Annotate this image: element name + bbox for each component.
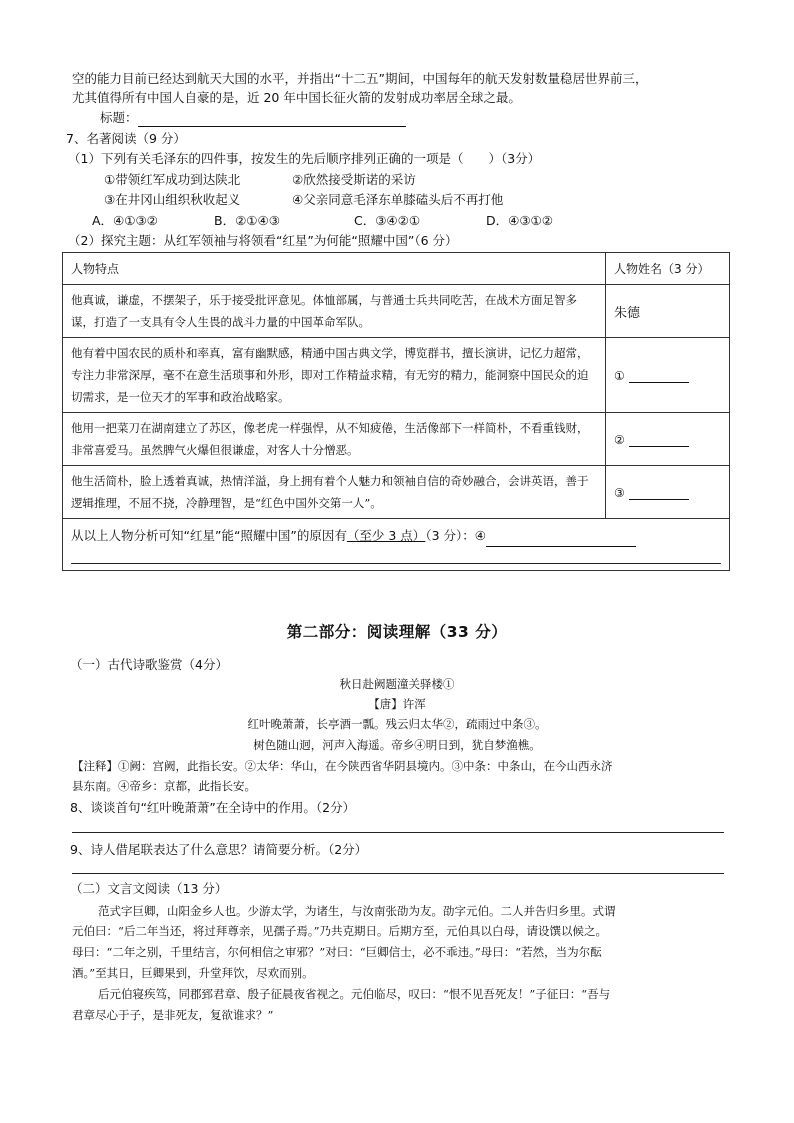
- table-row: [63, 413, 730, 466]
- section-poetry-heading: （一）古代诗歌鉴赏（4分）: [70, 657, 228, 672]
- character-table: [62, 252, 730, 571]
- poem-note-1: 【注释】①阙：宫阙，此指长安。②太华：华山，在今陕西省华阴县境内。③中条：中条山，在今山西永济: [72, 759, 613, 773]
- table-row: [63, 338, 730, 413]
- conclusion-pre: 从以上人物分析可知“红星”能“照耀中国”的原因有: [71, 528, 347, 543]
- q8-answer-line[interactable]: [72, 832, 724, 833]
- prose-line-4: 酒。”至其日，巨卿果到，升堂拜饮，尽欢而别。: [72, 966, 314, 980]
- q7-sub1: （1）下列有关毛泽东的四件事，按发生的先后顺序排列正确的一项是（ ）（3分）: [68, 151, 541, 166]
- prose-line-3: 母曰：“二年之别，千里结言，尔何相信之审邪？”对曰：“巨卿信士，必不乖违。”母曰：“若然，当为尔酝: [72, 945, 602, 959]
- prose-line-5: 后元伯寝疾笃，同郡郅君章、殷子征晨夜省视之。元伯临尽，叹曰：“恨不见吾死友！”子征曰：“吾与: [98, 987, 611, 1001]
- q7-item-1: ①带领红军成功到达陕北: [104, 172, 241, 187]
- answer-marker: ③: [614, 485, 625, 500]
- q7-item-3: ③在井冈山组织秋收起义: [104, 192, 241, 207]
- q7-item-2: ②欣然接受斯诺的采访: [292, 172, 416, 187]
- conclusion-blank-line[interactable]: [71, 549, 721, 564]
- poem-note-2: 县东南。④帝乡：京都，此指长安。: [72, 779, 256, 793]
- table-row: [63, 285, 730, 338]
- table-conclusion-row: [63, 519, 730, 571]
- trait-cell: 他用一把菜刀在湖南建立了苏区，像老虎一样强悍，从不知疲倦，生活像部下一样简朴，不看重钱财，非常喜爱马。虽然脾气火爆但很谦虚，对客人十分憎恶。: [63, 413, 606, 466]
- answer-marker: ①: [614, 368, 625, 383]
- q7-option-d[interactable]: D．④③①②: [486, 213, 553, 228]
- prose-line-1: 范式字巨卿，山阳金乡人也。少游太学，为诸生，与汝南张劭为友。劭字元伯。二人并告归乡里。式谓: [98, 904, 616, 918]
- section-prose-heading: （二）文言文阅读（13 分）: [70, 881, 228, 896]
- q9-text: 9、诗人借尾联表达了什么意思？请简要分析。（2分）: [70, 842, 368, 857]
- q9-answer-line[interactable]: [72, 873, 724, 874]
- name-answer-cell[interactable]: [606, 338, 730, 413]
- header-trait: 人物特点: [63, 253, 606, 285]
- name-answer-cell[interactable]: [606, 413, 730, 466]
- answer-blank[interactable]: [629, 368, 689, 383]
- conclusion-cell[interactable]: [63, 519, 730, 571]
- conclusion-post: （3 分）：④: [425, 528, 486, 543]
- trait-cell: 他生活简朴，脸上透着真诚，热情洋溢，身上拥有着个人魅力和领袖自信的奇妙融合，会讲英语，善于逻辑推理，不屈不挠，冷静理智，是“红色中国外交第一人”。: [63, 466, 606, 519]
- intro-line-2: 尤其值得所有中国人自豪的是，近 20 年中国长征火箭的发射成功率居全球之最。: [72, 90, 521, 105]
- conclusion-blank[interactable]: [486, 532, 636, 547]
- answer-blank[interactable]: [629, 485, 689, 500]
- q7-sub2: （2）探究主题：从红军领袖与将领看“红星”为何能“照耀中国”（6 分）: [68, 233, 458, 248]
- answer-marker: ②: [614, 432, 625, 447]
- q7-heading: 7、名著阅读（9 分）: [66, 131, 186, 146]
- name-cell: 朱德: [606, 285, 730, 338]
- table-row: [63, 466, 730, 519]
- part2-title: 第二部分：阅读理解（33 分）: [286, 623, 508, 641]
- title-label: 标题：: [100, 110, 138, 125]
- poem-author: 【唐】许浑: [368, 697, 426, 711]
- q7-option-b[interactable]: B．②①④③: [214, 213, 280, 228]
- conclusion-underline: （至少 3 点）: [346, 528, 426, 543]
- prose-line-6: 君章尽心于子，是非死友，复欲谁求？”: [72, 1008, 274, 1022]
- title-answer-row: [100, 109, 406, 127]
- trait-cell: 他真诚，谦虚，不摆架子，乐于接受批评意见。体恤部属，与普通士兵共同吃苦，在战术方面足智多谋，打造了一支具有令人生畏的战斗力量的中国革命军队。: [63, 285, 606, 338]
- poem-line-2: 树色随山迥，河声入海遥。帝乡④明日到，犹自梦渔樵。: [253, 738, 541, 752]
- q8-text: 8、谈谈首句“红叶晚萧萧”在全诗中的作用。（2分）: [70, 800, 356, 815]
- intro-line-1: 空的能力目前已经达到航天大国的水平，并指出“十二五”期间，中国每年的航天发射数量稳居世界前三，: [72, 71, 648, 86]
- prose-line-2: 元伯曰：“后二年当还，将过拜尊亲，见孺子焉。”乃共克期日。后期方至，元伯具以白母，请设馔以候之。: [72, 924, 608, 938]
- q7-option-a[interactable]: A．④①③②: [92, 213, 158, 228]
- poem-line-1: 红叶晚萧萧，长亭酒一瓢。残云归太华②，疏雨过中条③。: [247, 717, 547, 731]
- poem-title: 秋日赴阙题潼关驿楼①: [339, 677, 455, 691]
- title-answer-blank[interactable]: [138, 112, 406, 127]
- trait-cell: 他有着中国农民的质朴和率真，富有幽默感，精通中国古典文学，博览群书，擅长演讲，记忆力超常，专注力非常深厚，毫不在意生活琐事和外形，即对工作精益求精，有无穷的精力，能洞察中国民众的迫切需求，是一位天才的军事和政治战略家。: [63, 338, 606, 413]
- header-name: 人物姓名（3 分）: [606, 253, 730, 285]
- q7-item-4: ④父亲同意毛泽东单膝磕头后不再打他: [292, 192, 504, 207]
- table-header-row: [63, 253, 730, 285]
- q7-option-c[interactable]: C．③④②①: [354, 213, 421, 228]
- answer-blank[interactable]: [629, 432, 689, 447]
- name-answer-cell[interactable]: [606, 466, 730, 519]
